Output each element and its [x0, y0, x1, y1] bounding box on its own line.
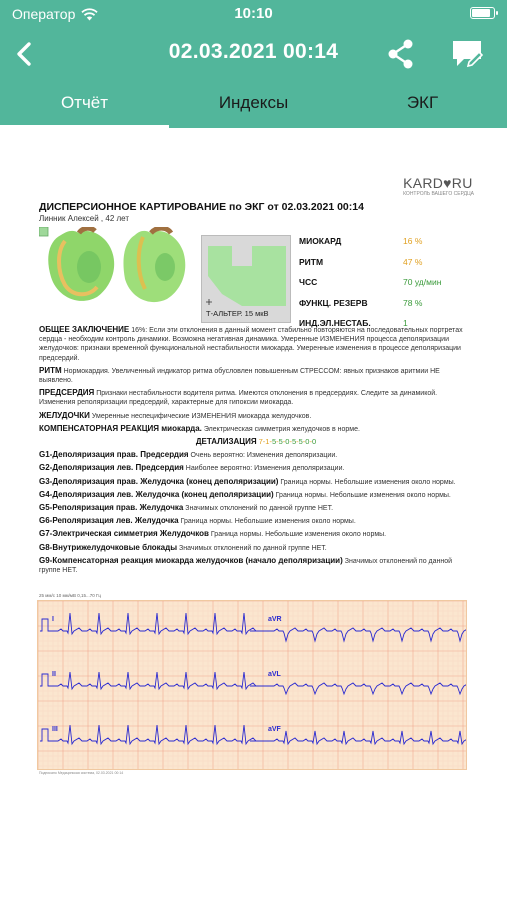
group-heading: G4-Деполяризация лев. Желудочка (конец деполяризации)	[39, 489, 274, 499]
group-row	[39, 490, 473, 500]
group-text: Наиболее вероятно: Изменения деполяризации.	[185, 465, 345, 473]
detail-code-digit: 0	[285, 437, 290, 447]
detail-header	[39, 437, 473, 447]
metric-name: ИНД.ЭЛ.НЕСТАБ.	[299, 318, 371, 329]
section-text: Умеренные неспецифические ИЗМЕНЕНИЯ миокарда желудочков.	[91, 412, 312, 420]
detail-code-separator: -	[289, 437, 292, 447]
group-row	[39, 516, 473, 526]
ecg-lead-label: aVF	[268, 726, 281, 733]
detail-code-digit: 5	[298, 437, 303, 447]
metric-name: МИОКАРД	[299, 236, 342, 247]
tab-ecg[interactable]: ЭКГ	[406, 93, 439, 112]
group-heading: G5-Реполяризация прав. Желудочка	[39, 503, 184, 513]
share-icon[interactable]	[386, 37, 416, 71]
battery-level	[472, 9, 490, 17]
section-text: 16%: Если эти отклонения в данный момент стабильно повторяются на последовательных портретах сердца - необходим контроль динамики. Возможна негативная динамика. Умеренные ИЗМЕНЕНИЯ процесса деполяризации желудочков: признаки временной функциональной нестабильности миокарда. Умеренные изменения в процессе деполяризации предсердий.	[39, 327, 463, 362]
ecg-lead-label: III	[52, 726, 58, 733]
group-text: Граница нормы. Небольшие изменения около нормы.	[275, 491, 451, 499]
detail-code-digit: 1	[265, 437, 270, 447]
tab-report[interactable]: Отчёт	[0, 80, 169, 128]
group-row	[39, 529, 473, 539]
metric-name: ФУНКЦ. РЕЗЕРВ	[299, 297, 368, 308]
patient-info: Линник Алексей , 42 лет	[39, 214, 130, 223]
section-text: Признаки нестабильности водителя ритма. Имеются отклонения в предсердиях. Следите за динамикой. Изменения реполяризации предсердий, характерные для гипоксии миокарда.	[39, 390, 438, 407]
report-text	[39, 325, 473, 578]
metric-value: 1	[403, 318, 408, 329]
status-time: 10:10	[234, 5, 273, 22]
section-rhythm	[39, 366, 473, 385]
detail-code-digit: 0	[311, 437, 317, 447]
detail-code-digit: 5	[291, 437, 297, 447]
section-heading: КОМПЕНСАТОРНАЯ РЕАКЦИЯ миокарда.	[39, 423, 202, 433]
detail-code-separator: -	[276, 437, 279, 447]
battery-icon	[470, 7, 495, 19]
ecg-traces	[38, 601, 467, 770]
ecg-trace	[256, 683, 467, 694]
ecg-lead-label: aVL	[268, 671, 281, 678]
section-heading: ПРЕДСЕРДИЯ	[39, 388, 95, 398]
section-atria	[39, 388, 473, 407]
t-alternans-label: Т-АЛЬТЕР. 15 мкВ	[206, 309, 269, 318]
tab-indexes[interactable]: Индексы	[218, 93, 289, 112]
kardio-logo	[403, 175, 474, 197]
group-heading: G9-Компенсаторная реакция миокарда желудочков (начало деполяризации)	[39, 555, 343, 565]
detail-code-separator: -	[262, 437, 266, 447]
group-text: Граница нормы. Небольшие изменения около нормы.	[210, 531, 387, 539]
group-heading: G6-Реполяризация лев. Желудочка	[39, 516, 179, 526]
detail-code-separator: -	[302, 437, 306, 447]
comment-edit-icon[interactable]	[450, 38, 484, 70]
logo-text: KARD♥RU	[403, 175, 473, 191]
group-text: Граница нормы. Небольшие изменения около нормы.	[180, 518, 356, 526]
ecg-caption: 25 мм/с 10 мм/мВ 0,15...70 Гц	[39, 593, 102, 598]
detail-title: ДЕТАЛИЗАЦИЯ	[195, 437, 257, 447]
metric-value: 47 %	[403, 256, 423, 267]
chevron-left-icon[interactable]	[10, 38, 40, 70]
page-title: 02.03.2021 00:14	[168, 40, 339, 63]
detail-code-digit: 7	[258, 437, 263, 447]
metric-value: 78 %	[403, 297, 423, 308]
metric-value: 70 уд/мин	[403, 277, 442, 288]
ecg-strip	[37, 600, 467, 770]
metric-name: РИТМ	[299, 256, 324, 267]
detail-code-digit: 0	[305, 437, 310, 447]
section-text: Нормокардия. Увеличенный индикатор ритма обусловлен повышенным СТРЕССОМ: явных признаков аритмии НЕ выявлено.	[39, 367, 440, 385]
section-text: Электрическая симметрия желудочков в норме.	[203, 425, 360, 433]
detail-code-separator: -	[269, 437, 272, 447]
metric-row	[299, 272, 475, 293]
section-compensatory	[39, 424, 473, 434]
metric-name: ЧСС	[299, 277, 318, 288]
detail-code-separator: -	[296, 437, 299, 447]
group-heading: G2-Деполяризация лев. Предсердия	[39, 463, 184, 473]
section-heading: РИТМ	[39, 365, 62, 375]
metric-value: 16 %	[403, 236, 423, 247]
group-heading: G8-Внутрижелудочковые блокады	[39, 542, 178, 552]
section-general	[39, 325, 473, 363]
group-text: Значимых отклонений по данной группе НЕТ.	[179, 544, 327, 552]
heart-model-image	[39, 227, 199, 313]
group-row	[39, 503, 473, 513]
tab-bar	[0, 80, 507, 128]
group-row	[39, 556, 473, 575]
metric-row	[299, 252, 475, 273]
detail-code-digit: 5	[271, 437, 277, 447]
detail-code-digit: 5	[278, 437, 283, 447]
carrier-name: Оператор	[12, 6, 76, 22]
ecg-trace	[256, 731, 467, 744]
t-alternans-chart	[201, 235, 291, 323]
group-text: Очень вероятно: Изменения деполяризации.	[190, 452, 338, 460]
logo-tagline: КОНТРОЛЬ ВАШЕГО СЕРДЦА	[403, 191, 474, 197]
section-ventricles	[39, 411, 473, 421]
detail-code-separator: -	[282, 437, 286, 447]
ecg-footer: Подписано Медицинская система, 02.03.2021 00:14	[39, 771, 124, 775]
group-row	[39, 463, 473, 473]
ecg-lead-label: II	[52, 671, 56, 678]
group-row	[39, 543, 473, 553]
group-row	[39, 477, 473, 487]
group-heading: G7-Электрическая симметрия Желудочков	[39, 529, 209, 539]
report-document[interactable]	[33, 163, 476, 778]
group-heading: G3-Деполяризация прав. Желудочка (конец деполяризации)	[39, 476, 279, 486]
section-heading: ЖЕЛУДОЧКИ	[39, 410, 90, 420]
detail-code	[259, 437, 317, 446]
group-text: Значимых отклонений по данной группе НЕТ.	[185, 505, 334, 513]
ecg-lead-label: aVR	[268, 616, 282, 623]
report-title: ДИСПЕРСИОННОЕ КАРТИРОВАНИЕ по ЭКГ от 02.03.2021 00:14	[39, 201, 364, 213]
metric-row	[299, 293, 475, 314]
group-text: Значимых отклонений по данной группе НЕТ.	[39, 557, 453, 575]
ecg-trace	[256, 628, 467, 641]
section-heading: ОБЩЕЕ ЗАКЛЮЧЕНИЕ	[39, 325, 130, 334]
metric-row	[299, 231, 475, 252]
nav-bar	[0, 28, 507, 80]
ecg-lead-label: I	[52, 616, 54, 623]
metrics-table	[299, 231, 475, 334]
detail-code-separator: -	[309, 437, 312, 447]
group-heading: G1-Деполяризация прав. Предсердия	[39, 450, 189, 460]
status-bar	[0, 0, 507, 28]
group-text: Граница нормы. Небольшие изменения около нормы.	[280, 478, 456, 486]
group-row	[39, 450, 473, 460]
